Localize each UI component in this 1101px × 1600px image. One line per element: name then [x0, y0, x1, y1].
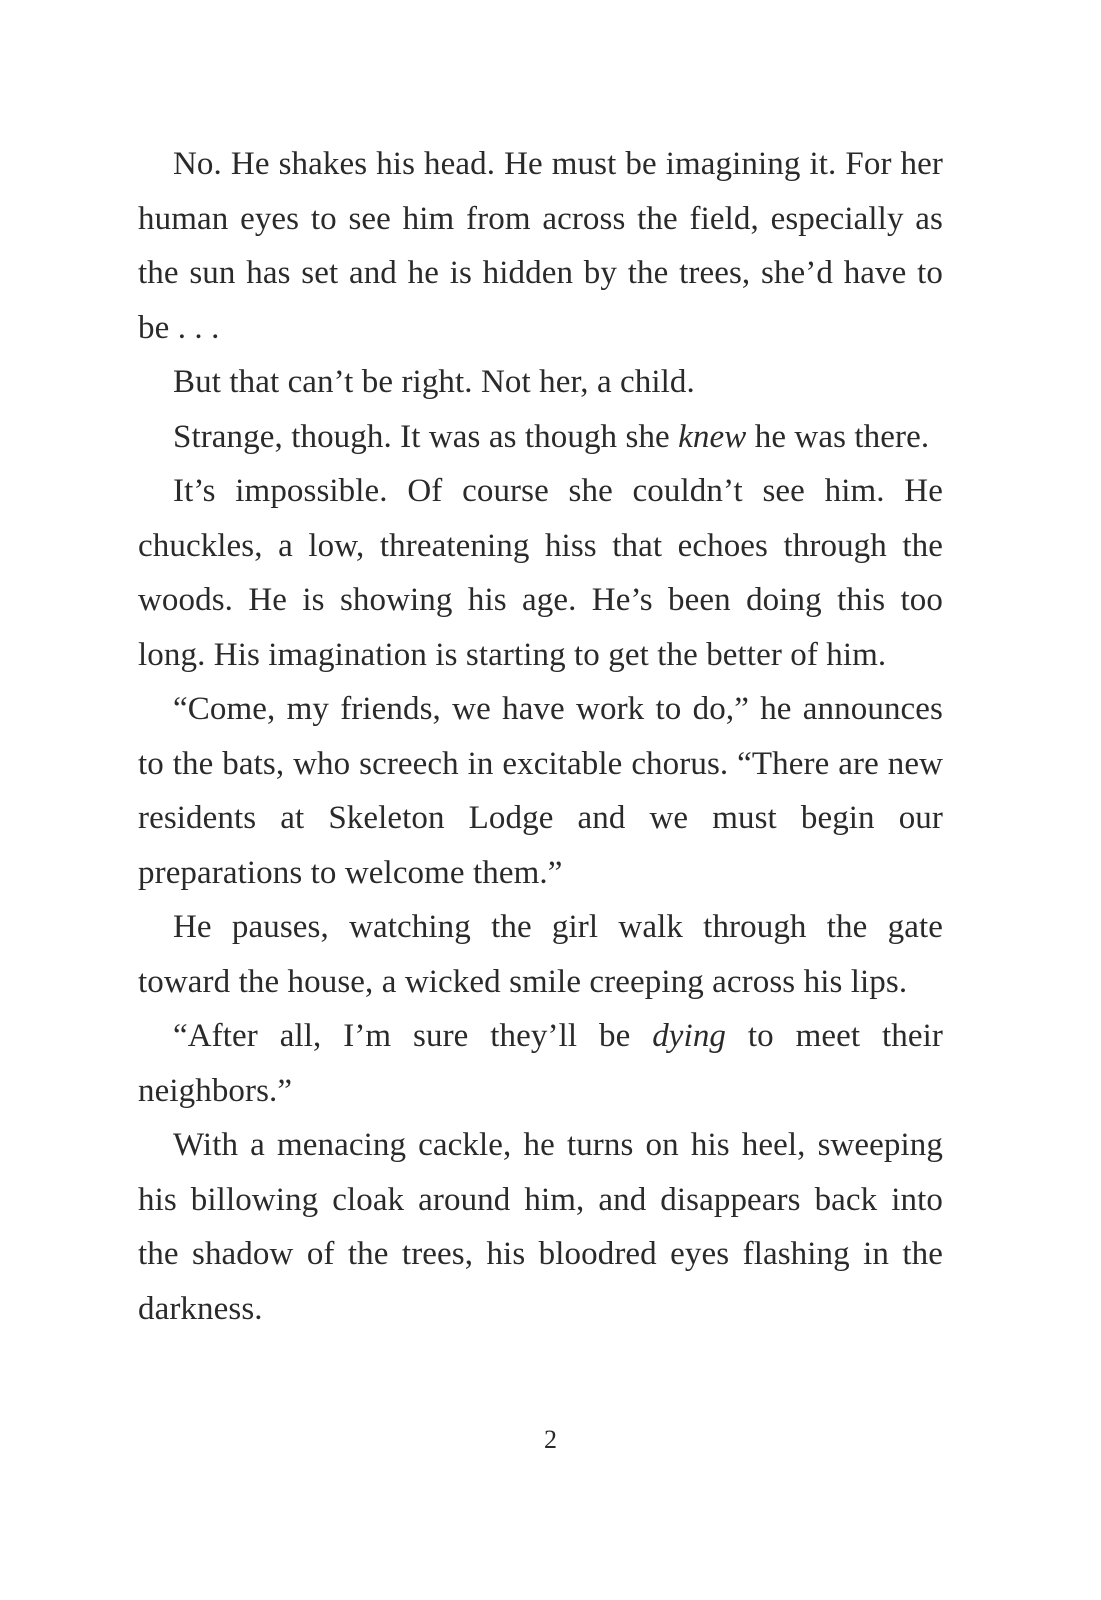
paragraph-1: No. He shakes his head. He must be imagining it. For her human eyes to see him from across the field, especially as the sun has set and he is hidden by the trees, she’d have to be . . . — [138, 146, 943, 346]
emphasis-dying: dying — [652, 1018, 727, 1054]
paragraph-4: It’s impossible. Of course she couldn’t see him. He chuckles, a low, threatening hiss that echoes through the woods. He is showing his age. He’s been doing this too long. His imagination is starting to get the better of him. — [138, 473, 943, 673]
paragraph-2: But that can’t be right. Not her, a child. — [173, 364, 695, 400]
paragraph-5: “Come, my friends, we have work to do,” he announces to the bats, who screech in excitable chorus. “There are new residents at Skeleton Lodge and we must begin our preparations to welcome them.” — [138, 691, 943, 891]
paragraph-3-after: he was there. — [746, 418, 930, 455]
paragraph-7-before: “After all, I’m sure they’ll be — [173, 1018, 653, 1054]
paragraph-3 — [138, 410, 943, 465]
body-text — [138, 137, 943, 1336]
page-number: 2 — [544, 1425, 557, 1454]
emphasis-knew: knew — [678, 418, 747, 455]
paragraph-6: He pauses, watching the girl walk through the gate toward the house, a wicked smile creeping across his lips. — [138, 909, 943, 1000]
paragraph-7-after: to meet their neighbors.” — [138, 1018, 943, 1109]
paragraph-8: With a menacing cackle, he turns on his heel, sweeping his billowing cloak around him, and disappears back into the shadow of the trees, his bloodred eyes flashing in the darkness. — [138, 1127, 943, 1327]
paragraph-3-before: Strange, though. It was as though she — [173, 418, 679, 455]
paragraph-7 — [138, 1009, 943, 1118]
